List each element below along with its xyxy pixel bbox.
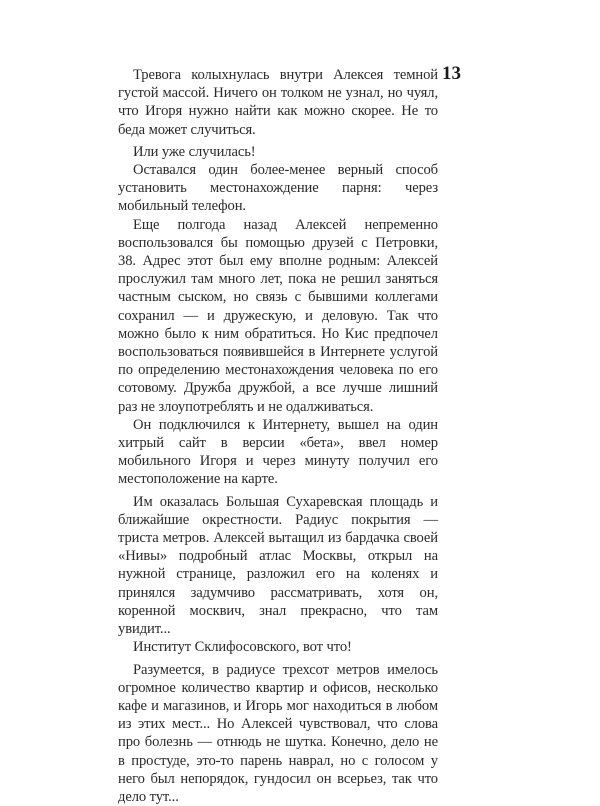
body-text [118,66,438,806]
paragraph: Или уже случилась! [118,143,438,161]
paragraph: Институт Склифосовского, вот что! [118,638,438,656]
paragraph: Еще полгода назад Алексей непременно воспользовался бы помощью друзей с Петровки, 38. Адрес этот был ему вполне родным: Алексей прослужил там много лет, пока не решил заняться частным сыском, но связь с бывшими коллегами сохранил — и дружескую, и деловую. Так что можно было к ним обратиться. Но Кис предпочел воспользоваться появившейся в Интернете услугой по определению местонахождения человека по его сотовому. Дружба дружбой, а все лучше лишний раз не злоупотреблять и не одалживаться. [118,216,438,416]
paragraph: Тревога колыхнулась внутри Алексея темной густой массой. Ничего он толком не узнал, но чуял, что Игоря нужно найти как можно скорее. Не то беда может случиться. [118,66,438,139]
paragraph: Разумеется, в радиусе трехсот метров имелось огромное количество квартир и офисов, несколько кафе и магазинов, и Игорь мог находиться в любом из этих мест... Но Алексей чувствовал, что слова про болезнь — отнюдь не шутка. Конечно, дело не в простуде, это-то парень наврал, но с голосом у него был непорядок, гундосил он всерьез, так что дело тут... [118,661,438,806]
paragraph: Им оказалась Большая Сухаревская площадь и ближайшие окрестности. Радиус покрытия — триста метров. Алексей вытащил из бардачка своей «Нивы» подробный атлас Москвы, открыл на нужной странице, разложил его на коленях и принялся задумчиво рассматривать, хотя он, коренной москвич, знал прекрасно, что там увидит... [118,493,438,639]
page-number: 13 [442,63,461,85]
paragraph: Он подключился к Интернету, вышел на один хитрый сайт в версии «бета», ввел номер мобильного Игоря и через минуту получил его местоположение на карте. [118,416,438,489]
paragraph: Оставался один более-менее верный способ установить местонахождение парня: через мобильный телефон. [118,161,438,216]
